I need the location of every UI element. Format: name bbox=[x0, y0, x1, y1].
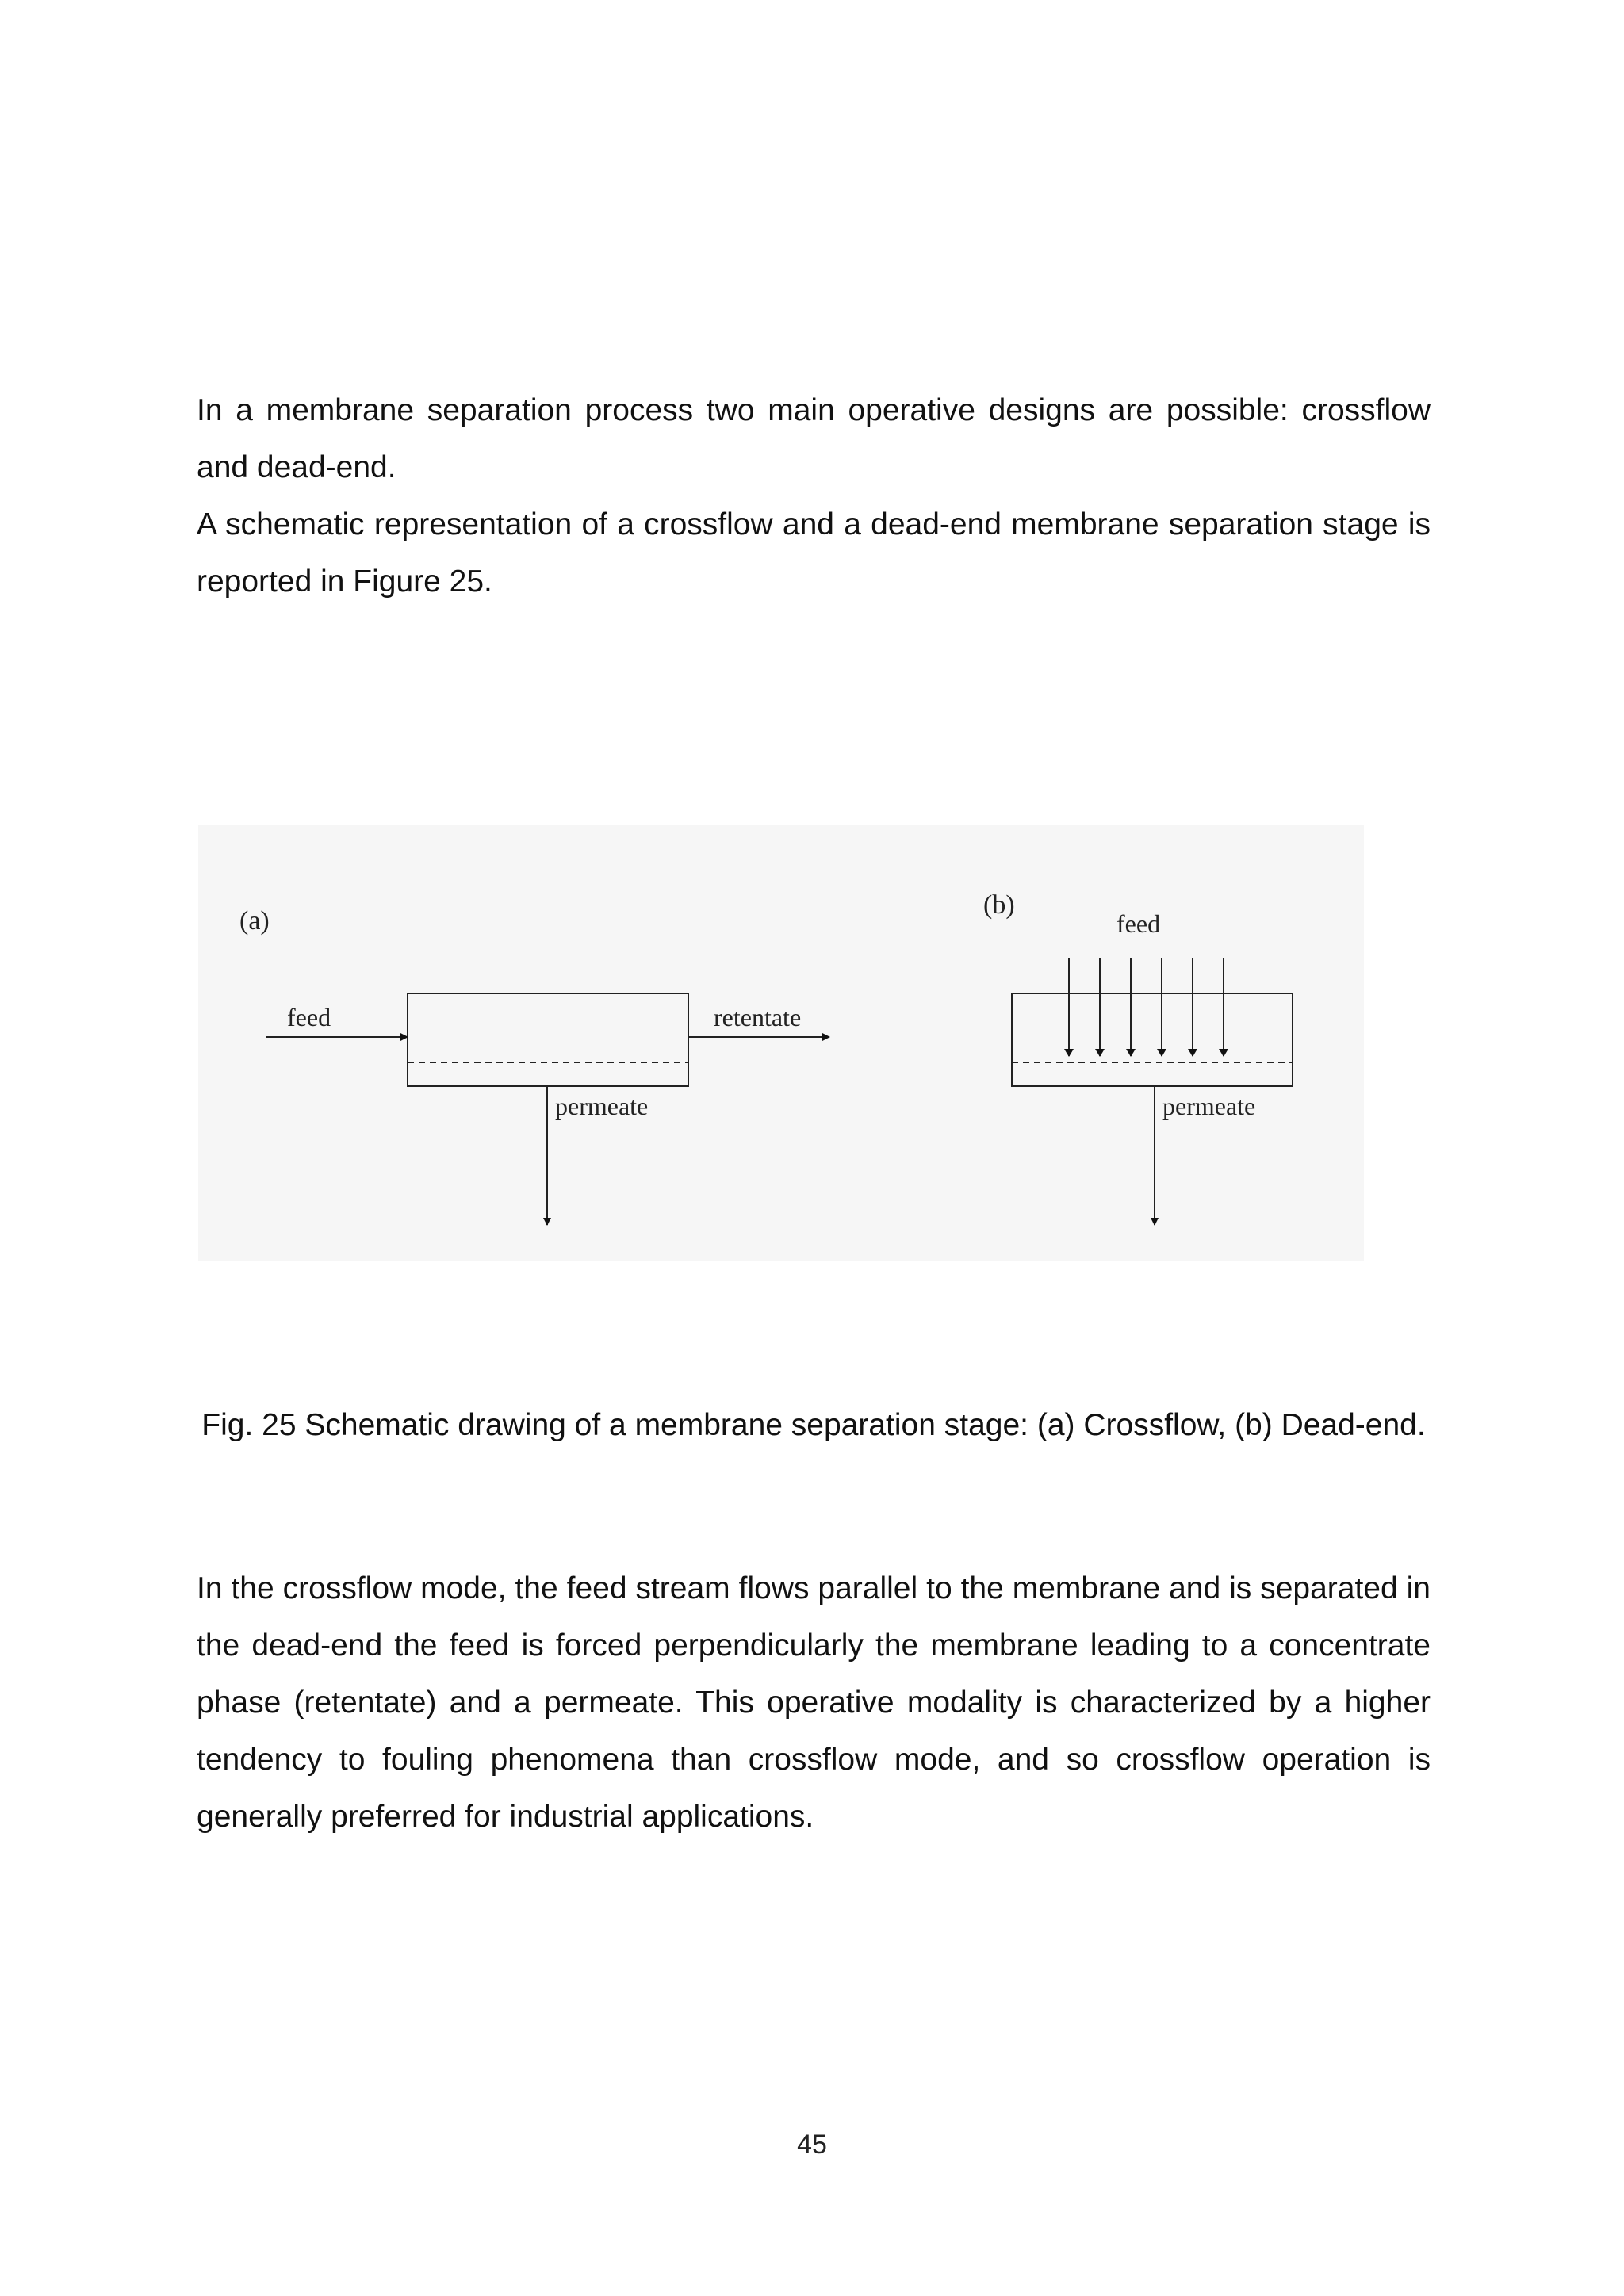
dead-end-feed-label: feed bbox=[1116, 909, 1161, 938]
figure-25 bbox=[198, 825, 1364, 1261]
panel-b-label: (b) bbox=[983, 890, 1015, 920]
intro-paragraph: In a membrane separation process two main operative designs are possible: crossflow and dead-end. bbox=[197, 393, 1431, 484]
dead-end-feed-arrows bbox=[1069, 958, 1224, 1056]
panel-b-dead-end bbox=[983, 890, 1293, 1225]
panel-a-crossflow bbox=[239, 906, 829, 1225]
dead-end-module bbox=[1012, 993, 1293, 1086]
crossflow-feed-label: feed bbox=[287, 1003, 331, 1031]
retentate-label: retentate bbox=[714, 1003, 802, 1031]
membrane-diagram bbox=[198, 825, 1364, 1261]
schematic-paragraph: A schematic representation of a crossflow and a dead-end membrane separation stage is reported in Figure 25. bbox=[197, 507, 1431, 599]
explanation-paragraph: In the crossflow mode, the feed stream flows parallel to the membrane and is separated in the dead-end the feed is forced perpendicularly the membrane leading to a concentrate phase (retentate) and a permeate. This operative modality is characterized by a higher tendency to fouling phenomena than crossflow mode, and so crossflow operation is generally preferred for industrial applications. bbox=[197, 1571, 1431, 1834]
crossflow-permeate-label: permeate bbox=[555, 1092, 649, 1120]
panel-a-label: (a) bbox=[239, 906, 270, 936]
figure-caption: Fig. 25 Schematic drawing of a membrane separation stage: (a) Crossflow, (b) Dead-end. bbox=[201, 1408, 1426, 1442]
dead-end-permeate-label: permeate bbox=[1162, 1092, 1256, 1120]
crossflow-module bbox=[408, 993, 688, 1086]
page-number: 45 bbox=[797, 2130, 827, 2160]
